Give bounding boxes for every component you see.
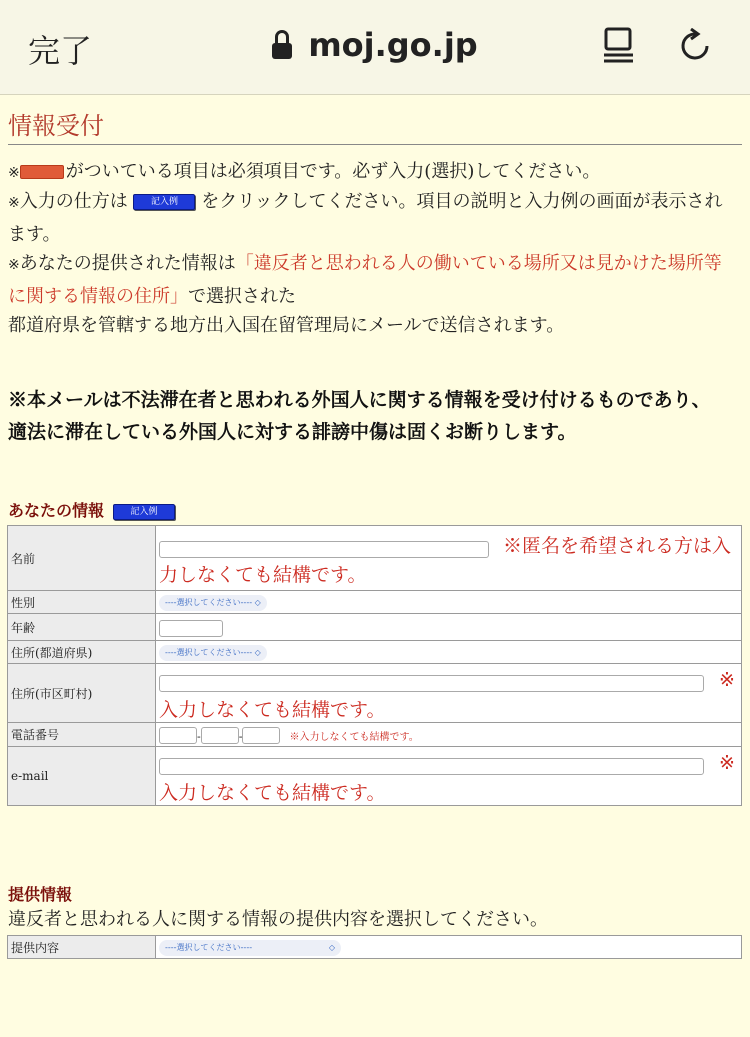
instruction-howto: ※入力の仕方は 記入例 をクリックしてください。項目の説明と入力例の画面が表示されます。 — [8, 191, 723, 245]
lock-icon — [272, 30, 292, 60]
url-text: moj.go.jp — [308, 26, 478, 64]
provided-info-description: 違反者と思われる人に関する情報の提供内容を選択してください。 — [8, 909, 548, 930]
browser-toolbar — [0, 0, 750, 95]
city-note: 入力しなくても結構です。 — [159, 699, 386, 721]
age-label: 年齢 — [8, 614, 156, 641]
city-note-mark: ※ — [719, 669, 735, 691]
phone-input-2[interactable] — [201, 727, 239, 744]
provided-info-heading: 提供情報 — [8, 885, 73, 904]
gender-select[interactable]: ----選択してください---- ◇ — [159, 595, 267, 611]
address-bar[interactable] — [0, 26, 750, 64]
instruction-destination: ※あなたの提供された情報は「違反者と思われる人の働いている場所又は見かけた場所等に関する情報の住所」で選択された — [8, 253, 722, 307]
name-label: 名前 — [8, 526, 156, 591]
row-phone: 電話番号 - - ※入力しなくても結構です。 — [8, 723, 742, 747]
example-badge-inline[interactable]: 記入例 — [133, 194, 195, 210]
row-name — [8, 526, 742, 591]
row-city — [8, 664, 742, 723]
prefecture-label: 住所(都道府県) — [8, 641, 156, 664]
page-title: 情報受付 — [8, 112, 104, 140]
content-select[interactable]: ----選択してください---- ◇ — [159, 940, 341, 956]
your-info-example-button[interactable]: 記入例 — [113, 504, 175, 520]
phone-label: 電話番号 — [8, 723, 156, 747]
row-prefecture — [8, 641, 742, 664]
required-badge — [20, 165, 64, 179]
title-divider — [8, 144, 742, 145]
provided-info-form — [7, 935, 742, 959]
row-age — [8, 614, 742, 641]
city-input[interactable] — [159, 675, 704, 692]
your-info-heading: あなたの情報 — [8, 501, 105, 520]
content-label: 提供内容 — [8, 936, 156, 959]
row-gender — [8, 591, 742, 614]
reader-view-icon[interactable] — [603, 27, 635, 63]
name-note: ※匿名を希望される方は入力しなくても結構です。 — [159, 535, 732, 586]
email-label: e-mail — [8, 747, 156, 806]
phone-input-3[interactable] — [242, 727, 280, 744]
instruction-required: ※ がついている項目は必須項目です。必ず入力(選択)してください。 — [8, 161, 601, 182]
your-info-form — [7, 525, 742, 806]
row-email — [8, 747, 742, 806]
row-content — [8, 936, 742, 959]
reload-icon[interactable] — [679, 28, 713, 64]
email-note: 入力しなくても結構です。 — [159, 782, 386, 804]
phone-note: ※入力しなくても結構です。 — [289, 732, 419, 743]
email-input[interactable] — [159, 758, 704, 775]
gender-label: 性別 — [8, 591, 156, 614]
prefecture-select[interactable]: ----選択してください---- ◇ — [159, 645, 267, 661]
city-label: 住所(市区町村) — [8, 664, 156, 723]
warning-notice: ※本メールは不法滞在者と思われる外国人に関する情報を受け付けるものであり、適法に滞在している外国人に対する誹謗中傷は固くお断りします。 — [8, 389, 711, 443]
instruction-destination-2: 都道府県を管轄する地方出入国在留管理局にメールで送信されます。 — [8, 315, 565, 336]
done-button[interactable]: 完了 — [28, 32, 93, 70]
phone-input-1[interactable] — [159, 727, 197, 744]
age-input[interactable] — [159, 620, 223, 637]
email-note-mark: ※ — [719, 752, 735, 774]
